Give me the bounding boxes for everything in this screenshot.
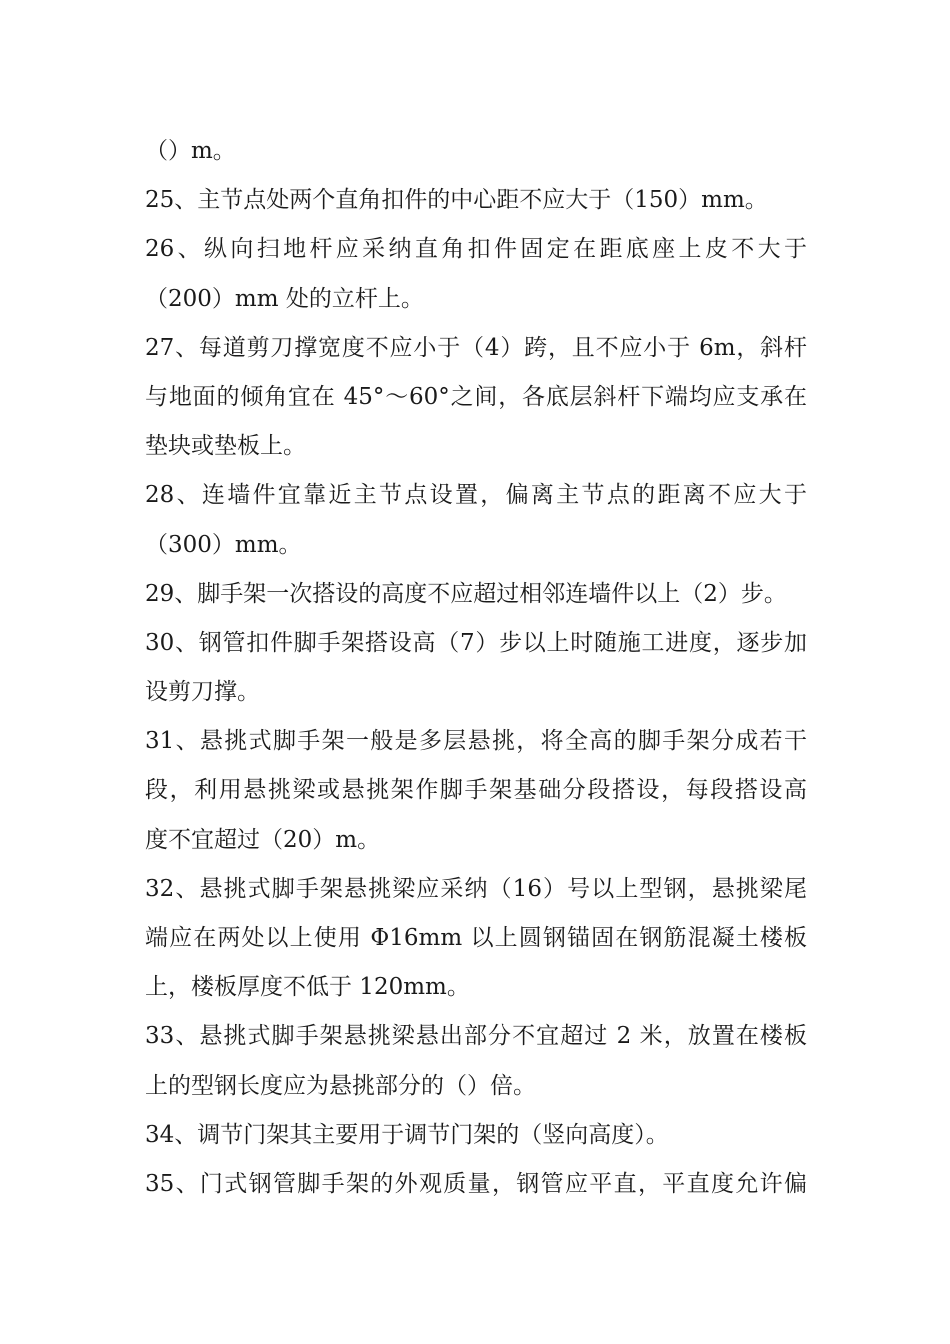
text-line-6: 与地面的倾角宜在 45°～60°之间，各底层斜杆下端均应支承在 (145, 383, 807, 410)
document-body (145, 127, 807, 1209)
text-line-1: （）m。 (145, 138, 236, 164)
text-line-10: 29、脚手架一次搭设的高度不应超过相邻连墙件以上（2）步。 (145, 580, 787, 607)
text-line-5: 27、每道剪刀撑宽度不应小于（4）跨，且不应小于 6m，斜杆 (145, 334, 807, 361)
text-line-9: （300）mm。 (145, 531, 302, 558)
text-line-14: 段，利用悬挑梁或悬挑架作脚手架基础分段搭设，每段搭设高 (145, 777, 807, 804)
text-line-2: 25、主节点处两个直角扣件的中心距不应大于（150）mm。 (145, 187, 768, 214)
text-line-22: 35、门式钢管脚手架的外观质量，钢管应平直，平直度允许偏 (145, 1170, 807, 1197)
text-line-18: 上，楼板厚度不低于 120mm。 (145, 974, 470, 1001)
text-line-4: （200）mm 处的立杆上。 (145, 285, 424, 312)
text-line-12: 设剪刀撑。 (145, 679, 260, 706)
text-line-8: 28、连墙件宜靠近主节点设置，偏离主节点的距离不应大于 (145, 482, 807, 509)
text-line-15: 度不宜超过（20）m。 (145, 826, 381, 853)
text-line-7: 垫块或垫板上。 (145, 433, 306, 460)
text-line-3: 26、纵向扫地杆应采纳直角扣件固定在距底座上皮不大于 (145, 236, 807, 263)
text-line-20: 上的型钢长度应为悬挑部分的（）倍。 (145, 1072, 536, 1099)
text-line-21: 34、调节门架其主要用于调节门架的（竖向高度）。 (145, 1121, 669, 1148)
text-line-11: 30、钢管扣件脚手架搭设高（7）步以上时随施工进度，逐步加 (145, 629, 807, 656)
text-line-17: 端应在两处以上使用 Φ16mm 以上圆钢锚固在钢筋混凝土楼板 (145, 925, 807, 951)
text-line-13: 31、悬挑式脚手架一般是多层悬挑，将全高的脚手架分成若干 (145, 728, 807, 755)
text-line-16: 32、悬挑式脚手架悬挑梁应采纳（16）号以上型钢，悬挑梁尾 (145, 875, 807, 902)
text-line-19: 33、悬挑式脚手架悬挑梁悬出部分不宜超过 2 米，放置在楼板 (145, 1023, 807, 1050)
